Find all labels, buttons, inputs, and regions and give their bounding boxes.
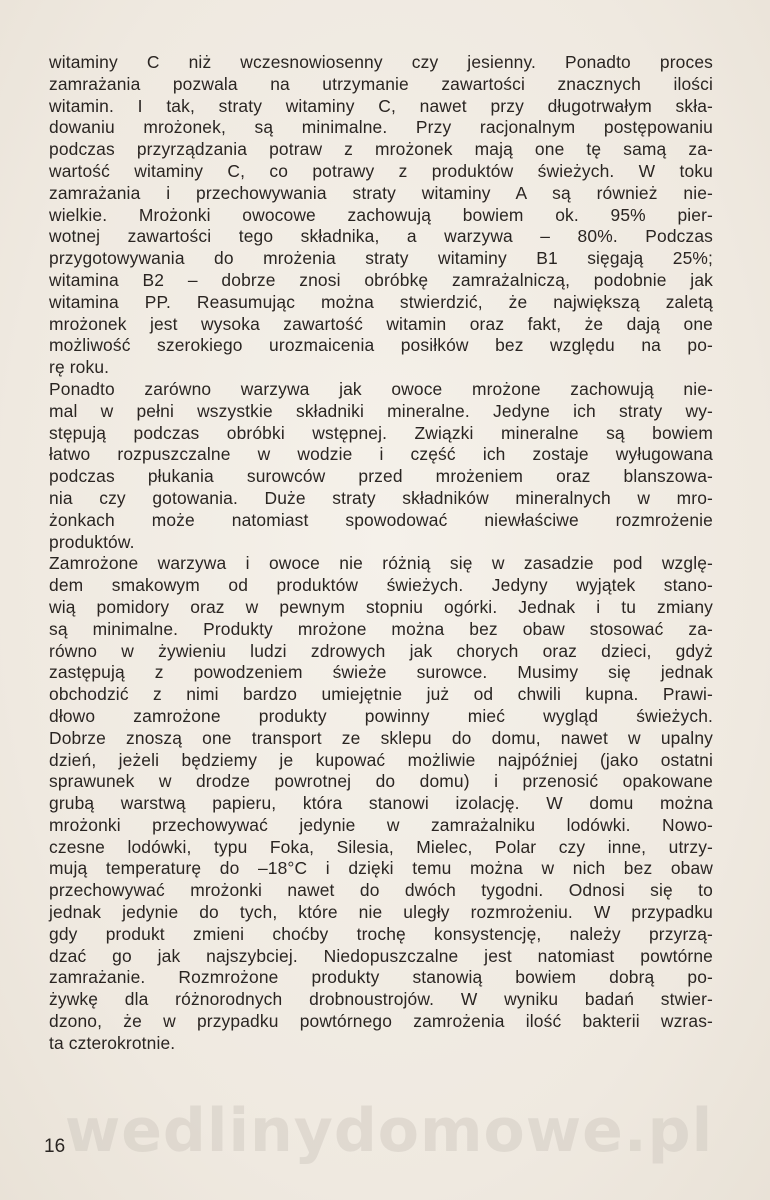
text-line: czesne lodówki, typu Foka, Silesia, Mielec, Polar czy inne, utrzy- (49, 836, 713, 857)
text-line: witamin. I tak, straty witaminy C, nawet przy długotrwałym skła- (49, 95, 713, 116)
text-line: witaminy C niż wczesnowiosenny czy jesienny. Ponadto proces (49, 52, 713, 72)
text-line: równo w żywieniu ludzi zdrowych jak chorych oraz dzieci, gdyż (49, 640, 713, 661)
text-line: dzień, jeżeli będziemy je kupować możliwie najpóźniej (jako ostatni (49, 749, 713, 770)
text-line: mrożonek jest wysoka zawartość witamin oraz fakt, że dają one (49, 313, 713, 334)
text-line: zastępują z powodzeniem świeże surowce. Musimy się jednak (49, 662, 713, 683)
text-line: mrożonki przechowywać jedynie w zamrażalniku lodówki. Nowo- (49, 814, 713, 835)
text-line: żonkach może natomiast spowodować niewłaściwe rozmrożenie (49, 509, 713, 530)
text-line: dłowo zamrożone produkty powinny mieć wygląd świeżych. (49, 705, 713, 726)
text-line: rę roku. (49, 357, 110, 378)
text-line: produktów. (49, 531, 135, 552)
text-line: jednak jedynie do tych, które nie uległy rozmrożeniu. W przypadku (49, 902, 713, 923)
text-line: wartość witaminy C, co potrawy z produktów świeżych. W toku (49, 160, 713, 181)
text-line: gdy produkt zmieni choćby trochę konsystencję, należy przyrzą- (49, 923, 713, 944)
text-line: nia czy gotowania. Duże straty składników mineralnych w mro- (49, 487, 713, 508)
text-line: grubą warstwą papieru, która stanowi izolację. W domu można (49, 793, 713, 814)
watermark: wedlinydomowe.pl (64, 1096, 714, 1166)
text-line: sprawunek w drodze powrotnej do domu) i przenosić opakowane (49, 771, 713, 792)
page-number: 16 (44, 1136, 66, 1157)
text-line: stępują podczas obróbki wstępnej. Związki mineralne są bowiem (49, 422, 713, 443)
text-line: Zamrożone warzywa i owoce nie różnią się w zasadzie pod wzglę- (49, 553, 713, 574)
text-line: dzono, że w przypadku powtórnego zamrożenia ilość bakterii wzras- (49, 1011, 713, 1032)
text-line: zamrażanie. Rozmrożone produkty stanowią bowiem dobrą po- (49, 967, 713, 988)
text-line: podczas płukania surowców przed mrożeniem oraz blanszowa- (49, 466, 713, 487)
text-line: dowaniu mrożonek, są minimalne. Przy racjonalnym postępowaniu (49, 117, 713, 138)
text-line: mal w pełni wszystkie składniki mineralne. Jedyne ich straty wy- (49, 400, 713, 421)
text-line: wią pomidory oraz w pewnym stopniu ogórki. Jednak i tu zmiany (49, 596, 713, 617)
text-line: wotnej zawartości tego składnika, a warzywa – 80%. Podczas (49, 226, 713, 247)
text-line: witamina B2 – dobrze znosi obróbkę zamrażalniczą, podobnie jak (49, 269, 713, 290)
text-line: mują temperaturę do –18°C i dzięki temu można w nich bez obaw (49, 858, 713, 879)
text-line: możliwość szerokiego urozmaicenia posiłków bez względu na po- (49, 335, 713, 356)
text-line: zamrażania i przechowywania straty witaminy A są również nie- (49, 182, 713, 203)
text-line: obchodzić z nimi bardzo umiejętnie już od chwili kupna. Prawi- (49, 684, 713, 705)
text-line: Ponadto zarówno warzywa jak owoce mrożone zachowują nie- (49, 378, 713, 399)
text-line: przygotowywania do mrożenia straty witaminy B1 sięgają 25%; (49, 248, 713, 269)
text-line: żywkę dla różnorodnych drobnoustrojów. W wyniku badań stwier- (49, 989, 713, 1010)
text-line: Dobrze znoszą one transport ze sklepu do domu, nawet w upalny (49, 727, 713, 748)
text-line: przechowywać mrożonki nawet do dwóch tygodni. Odnosi się to (49, 880, 713, 901)
text-line: łatwo rozpuszczalne w wodzie i część ich zostaje wyługowana (49, 444, 713, 465)
text-line: zamrażania pozwala na utrzymanie zawartości znacznych ilości (49, 73, 713, 94)
body-text (49, 52, 713, 1055)
text-line: witamina PP. Reasumując można stwierdzić, że największą zaletą (49, 291, 713, 312)
text-line: wielkie. Mrożonki owocowe zachowują bowiem ok. 95% pier- (49, 204, 713, 225)
text-line: są minimalne. Produkty mrożone można bez obaw stosować za- (49, 618, 713, 639)
text-line: dzać go jak najszybciej. Niedopuszczalne jest natomiast powtórne (49, 945, 713, 966)
text-line: podczas przyrządzania potraw z mrożonek mają one tę samą za- (49, 139, 713, 160)
text-line: dem smakowym od produktów świeżych. Jedyny wyjątek stano- (49, 575, 713, 596)
text-line: ta czterokrotnie. (49, 1032, 176, 1053)
